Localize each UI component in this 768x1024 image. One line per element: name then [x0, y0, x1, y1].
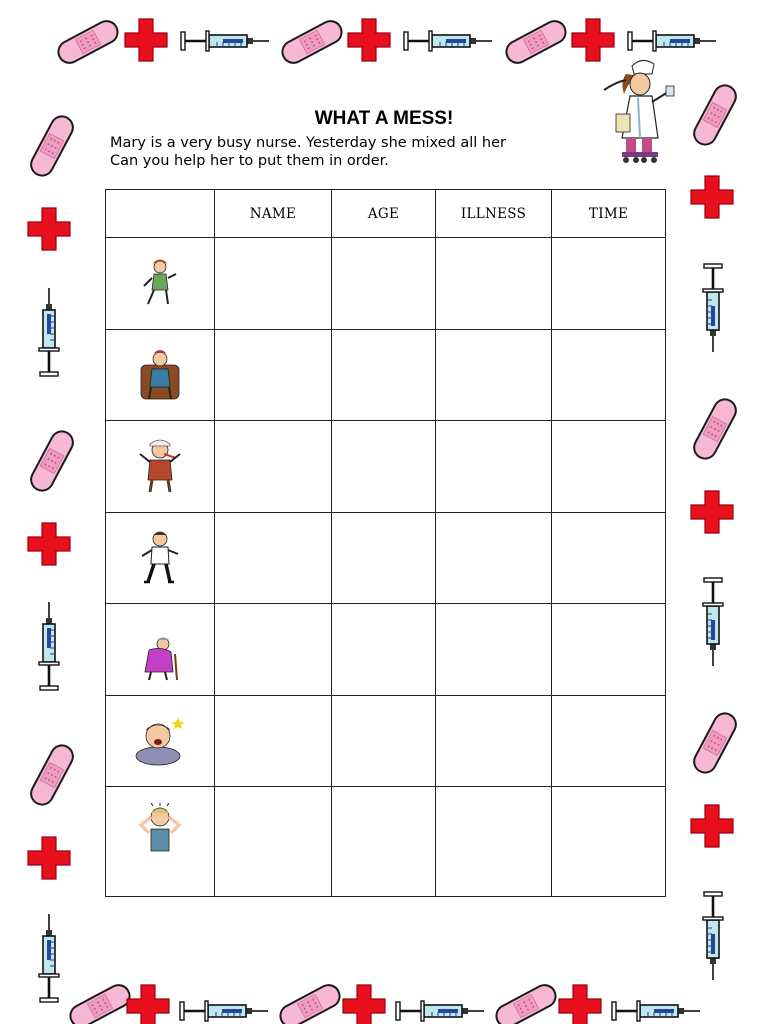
red-cross-icon — [343, 985, 385, 1024]
time-cell[interactable] — [552, 695, 666, 787]
time-cell[interactable] — [552, 238, 666, 330]
syringe-icon — [39, 914, 59, 1002]
illness-cell[interactable] — [436, 421, 552, 513]
syringe-icon — [703, 264, 723, 352]
syringe-icon — [396, 1001, 484, 1021]
old-lady-with-cane-illustration — [137, 636, 183, 684]
header-name: NAME — [215, 190, 332, 238]
patient-picture-cell — [106, 238, 215, 330]
worksheet-title: WHAT A MESS! — [314, 108, 454, 129]
table-row — [106, 695, 666, 787]
illness-cell[interactable] — [436, 604, 552, 696]
name-cell[interactable] — [215, 238, 332, 330]
red-cross-icon — [691, 176, 733, 218]
red-cross-icon — [125, 19, 167, 61]
table-header-row — [106, 190, 666, 238]
time-cell[interactable] — [552, 329, 666, 421]
bandage-icon — [690, 396, 739, 463]
age-cell[interactable] — [332, 512, 436, 604]
patient-picture-cell — [106, 695, 215, 787]
table-row — [106, 329, 666, 421]
red-cross-icon — [691, 491, 733, 533]
intro-line-1: Mary is a very busy nurse. Yesterday she mixed all her — [110, 135, 506, 151]
syringe-icon — [39, 288, 59, 376]
illness-cell[interactable] — [436, 329, 552, 421]
header-illness: ILLNESS — [436, 190, 552, 238]
syringe-icon — [180, 1001, 268, 1021]
table-row — [106, 238, 666, 330]
time-cell[interactable] — [552, 421, 666, 513]
red-cross-icon — [28, 523, 70, 565]
man-with-thermometer-illustration — [136, 438, 184, 494]
illness-cell[interactable] — [436, 512, 552, 604]
name-cell[interactable] — [215, 329, 332, 421]
illness-cell[interactable] — [436, 695, 552, 787]
syringe-icon — [703, 892, 723, 980]
time-cell[interactable] — [552, 787, 666, 897]
woman-with-headache-illustration — [132, 716, 188, 766]
time-cell[interactable] — [552, 604, 666, 696]
table-row — [106, 787, 666, 897]
patient-table — [105, 189, 666, 897]
patient-picture-cell — [106, 787, 215, 897]
illness-cell[interactable] — [436, 238, 552, 330]
name-cell[interactable] — [215, 695, 332, 787]
name-cell[interactable] — [215, 421, 332, 513]
time-cell[interactable] — [552, 512, 666, 604]
red-cross-icon — [348, 19, 390, 61]
age-cell[interactable] — [332, 329, 436, 421]
bandage-icon — [493, 981, 560, 1024]
table-row — [106, 421, 666, 513]
boy-holding-head-illustration — [135, 803, 185, 857]
age-cell[interactable] — [332, 604, 436, 696]
intro-line-2: Can you help her to put them in order. — [110, 153, 389, 169]
table-row — [106, 512, 666, 604]
patient-picture-cell — [106, 512, 215, 604]
red-cross-icon — [127, 985, 169, 1024]
syringe-icon — [612, 1001, 700, 1021]
name-cell[interactable] — [215, 787, 332, 897]
age-cell[interactable] — [332, 787, 436, 897]
bandage-icon — [55, 17, 122, 66]
header-age: AGE — [332, 190, 436, 238]
woman-walking-illustration — [138, 258, 182, 308]
bandage-icon — [27, 742, 76, 809]
bandage-icon — [27, 428, 76, 495]
syringe-icon — [181, 31, 269, 51]
red-cross-icon — [28, 837, 70, 879]
illness-cell[interactable] — [436, 787, 552, 897]
bandage-icon — [503, 17, 570, 66]
man-in-armchair-illustration — [137, 347, 183, 403]
header-picture — [106, 190, 215, 238]
patient-picture-cell — [106, 421, 215, 513]
red-cross-icon — [691, 805, 733, 847]
man-with-backache-illustration — [138, 530, 182, 586]
bandage-icon — [690, 710, 739, 777]
patient-picture-cell — [106, 329, 215, 421]
age-cell[interactable] — [332, 421, 436, 513]
bandage-icon — [277, 981, 344, 1024]
age-cell[interactable] — [332, 238, 436, 330]
syringe-icon — [703, 578, 723, 666]
bandage-icon — [67, 981, 134, 1024]
syringe-icon — [39, 602, 59, 690]
red-cross-icon — [28, 208, 70, 250]
age-cell[interactable] — [332, 695, 436, 787]
name-cell[interactable] — [215, 604, 332, 696]
syringe-icon — [628, 31, 716, 51]
red-cross-icon — [559, 985, 601, 1024]
name-cell[interactable] — [215, 512, 332, 604]
bandage-icon — [279, 17, 346, 66]
patient-picture-cell — [106, 604, 215, 696]
header-time: TIME — [552, 190, 666, 238]
table-row — [106, 604, 666, 696]
intro-text — [110, 134, 594, 170]
syringe-icon — [404, 31, 492, 51]
